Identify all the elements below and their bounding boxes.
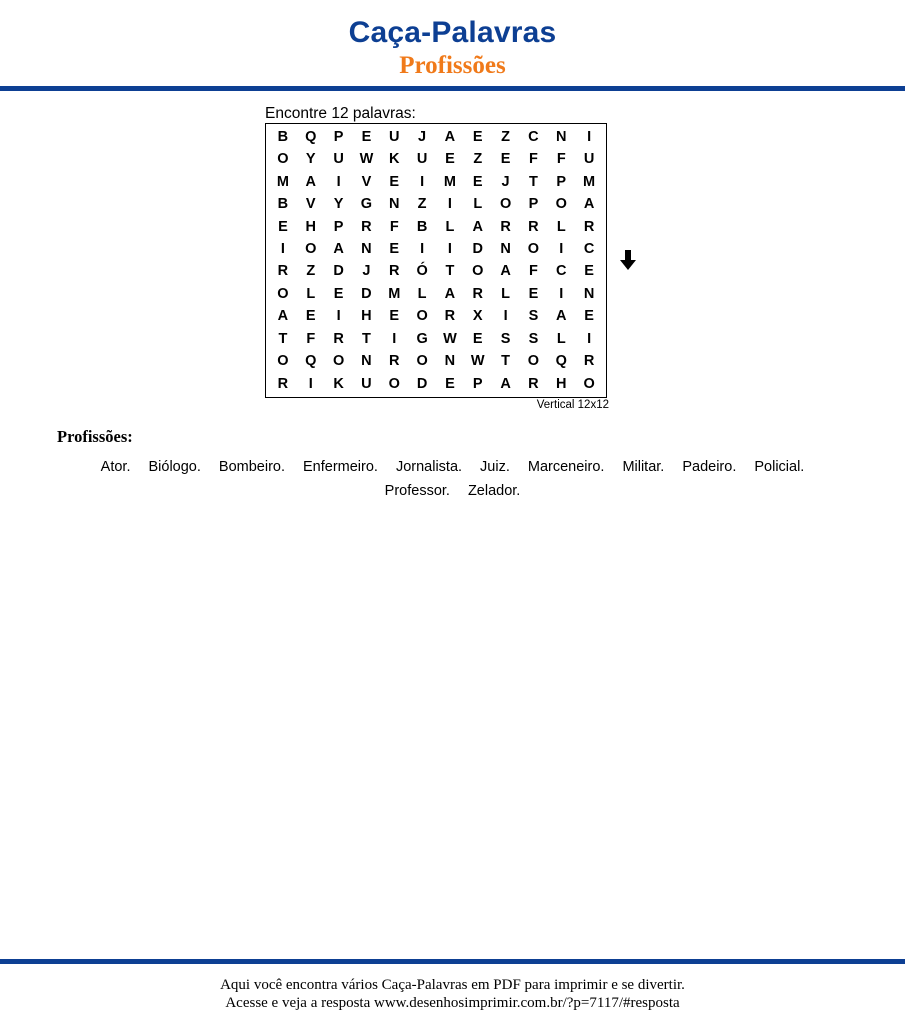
word-list-item: Enfermeiro. [303,459,378,475]
grid-cell: R [528,375,539,392]
grid-cell: R [528,218,539,235]
grid-cell: E [389,241,400,258]
grid-cell: J [362,263,371,280]
grid-cell: Z [473,151,483,168]
grid-cell: U [333,151,344,168]
bottom-divider [0,959,905,964]
grid-cell: D [472,241,483,258]
grid-cell: Q [555,353,567,370]
grid-cell: I [308,375,313,392]
grid-cell: N [583,285,595,302]
top-divider [0,86,905,91]
grid-cell: C [528,128,539,145]
footer-line-1: Aqui você encontra vários Caça-Palavras em PDF para imprimir e se divertir. [220,977,685,993]
grid-cell: A [500,375,511,392]
grid-cell: Y [333,196,344,213]
grid-cell: R [361,218,372,235]
grid-cell: N [444,353,456,370]
grid-cell: T [445,263,455,280]
grid-cell: D [333,263,344,280]
grid-cell: R [583,353,595,370]
grid-cell: O [472,263,484,280]
grid-cell: A [277,308,289,325]
grid-cell: R [389,353,400,370]
grid-cell: R [389,263,400,280]
grid-cell: N [361,353,372,370]
grid-cell: F [389,218,399,235]
grid-cell: Z [501,128,510,145]
grid-cell: S [500,330,511,347]
grid-cell: Q [305,353,317,370]
grid-cell: A [556,308,567,325]
grid-cell: N [556,128,567,145]
grid-cell: I [420,241,425,258]
grid-cell: L [556,218,566,235]
grid-cell: M [276,173,289,190]
grid-cell: E [472,173,483,190]
word-list [60,455,845,503]
grid-cell: L [556,330,566,347]
grid-cell: I [447,196,452,213]
grid-cell: O [499,196,512,213]
grid-cell: O [277,285,289,302]
grid-cell: E [445,151,455,168]
grid-cell: E [361,128,372,145]
word-list-item: Zelador. [467,483,521,499]
word-list-item: Juiz. [480,459,510,475]
grid-cell: F [306,330,316,347]
grid-cell: G [416,330,428,347]
word-list-item: Ator. [100,459,131,475]
grid-cell: I [447,241,452,258]
grid-cell: T [278,330,288,347]
grid-cell: L [417,285,427,302]
grid-cell: E [584,263,594,280]
footer-line-2: Acesse e veja a resposta www.desenhosimprimir.com.br/?p=7117/#resposta [225,995,680,1011]
grid-cell: L [445,218,455,235]
grid-cell: O [416,308,428,325]
grid-cell: T [501,353,510,370]
grid-cell: R [444,308,456,325]
grid-cell: T [528,173,538,190]
grid-cell: R [333,330,344,347]
grid-cell: R [472,285,483,302]
grid-cell: A [444,128,456,145]
grid-cell: E [305,308,316,325]
grid-cell: T [361,330,371,347]
grid-cell: M [583,173,596,190]
grid-cell: R [500,218,511,235]
grid-cell: U [389,128,400,145]
word-list-item: Marceneiro. [527,459,605,475]
grid-cell: X [472,308,483,325]
grid-cell: S [528,308,539,325]
grid-cell: H [556,375,567,392]
grid-cell: E [278,218,288,235]
word-list-item: Policial. [754,459,805,475]
grid-cell: I [587,128,592,145]
grid-cell: B [416,218,428,235]
grid-cell: E [528,285,539,302]
grid-cell: I [503,308,508,325]
grid-cell: F [556,151,566,168]
grid-cell: E [389,308,400,325]
grid-cell: P [472,375,483,392]
grid-cell: O [332,353,345,370]
grid-cell: V [305,196,316,213]
grid-cell: L [306,285,316,302]
puzzle-instructions: Encontre 12 palavras: [265,105,416,122]
grid-cell: M [388,285,401,302]
grid-cell: E [584,308,594,325]
grid-cell: I [420,173,425,190]
word-list-item: Professor. [384,483,450,499]
grid-cell: D [416,375,428,392]
word-list-item: Militar. [622,459,665,475]
grid-cell: F [528,263,538,280]
grid-cell: J [418,128,427,145]
grid-cell: A [583,196,595,213]
word-list-item: Bombeiro. [218,459,285,475]
grid-cell: G [360,196,373,213]
page-footer [0,976,905,1012]
grid-cell: I [336,173,341,190]
grid-cell: Q [305,128,317,145]
grid-cell: L [473,196,483,213]
grid-cell: V [361,173,372,190]
grid-cell: N [389,196,400,213]
grid-caption: Vertical 12x12 [536,399,609,411]
grid-cell: L [501,285,510,302]
grid-cell: E [445,375,455,392]
grid-cell: K [333,375,344,392]
word-list-item: Biólogo. [148,459,201,475]
grid-cell: O [583,375,595,392]
grid-cell: E [333,285,344,302]
word-list-item: Jornalista. [395,459,463,475]
grid-cell: O [305,241,317,258]
grid-cell: R [583,218,595,235]
grid-cell: W [359,151,374,168]
grid-cell: I [559,285,564,302]
grid-cell: M [443,173,456,190]
grid-cell: I [336,308,341,325]
grid-cell: O [416,353,428,370]
grid-cell: W [443,330,457,347]
grid-cell: N [500,241,511,258]
grid-cell: Y [305,151,316,168]
grid-cell: H [305,218,316,235]
grid-cell: O [277,151,289,168]
grid-cell: P [333,128,344,145]
grid-cell: C [556,263,567,280]
grid-cell: I [280,241,285,258]
grid-cell: S [528,330,539,347]
grid-cell: N [361,241,372,258]
grid-cell: W [470,353,485,370]
word-list-item: Padeiro. [682,459,737,475]
grid-cell: O [555,196,567,213]
word-search-grid [265,123,607,398]
grid-cell: A [500,263,511,280]
grid-cell: Z [417,196,427,213]
grid-cell: P [528,196,539,213]
grid-cell: J [501,173,510,190]
grid-cell: U [416,151,428,168]
grid-cell: I [559,241,564,258]
grid-cell: E [472,330,483,347]
grid-cell: U [583,151,595,168]
grid-cell: B [277,128,289,145]
grid-cell: E [472,128,483,145]
grid-cell: D [361,285,372,302]
grid-cell: A [305,173,316,190]
grid-cell: H [361,308,372,325]
grid-cell: F [528,151,538,168]
grid-cell: O [388,375,400,392]
grid-cell: O [527,241,540,258]
grid-cell: I [392,330,397,347]
grid-cell: R [277,263,289,280]
grid-cell: P [556,173,567,190]
grid-cell: Ó [416,263,428,280]
grid-cell: A [472,218,483,235]
grid-cell: C [583,241,595,258]
grid-cell: P [333,218,344,235]
grid-cell: Z [306,263,316,280]
page-title: Caça-Palavras [348,16,557,49]
grid-cell: E [500,151,511,168]
grid-cell: O [527,353,540,370]
grid-cell: B [277,196,289,213]
grid-cell: K [389,151,400,168]
grid-cell: A [333,241,344,258]
page-subtitle: Profissões [399,52,506,79]
grid-cell: A [444,285,456,302]
grid-cell: O [277,353,289,370]
grid-cell: E [389,173,400,190]
arrow-down-icon [619,249,637,271]
grid-cell: R [277,375,289,392]
word-list-heading: Profissões: [57,427,133,446]
grid-cell: U [361,375,372,392]
grid-cell: I [587,330,592,347]
